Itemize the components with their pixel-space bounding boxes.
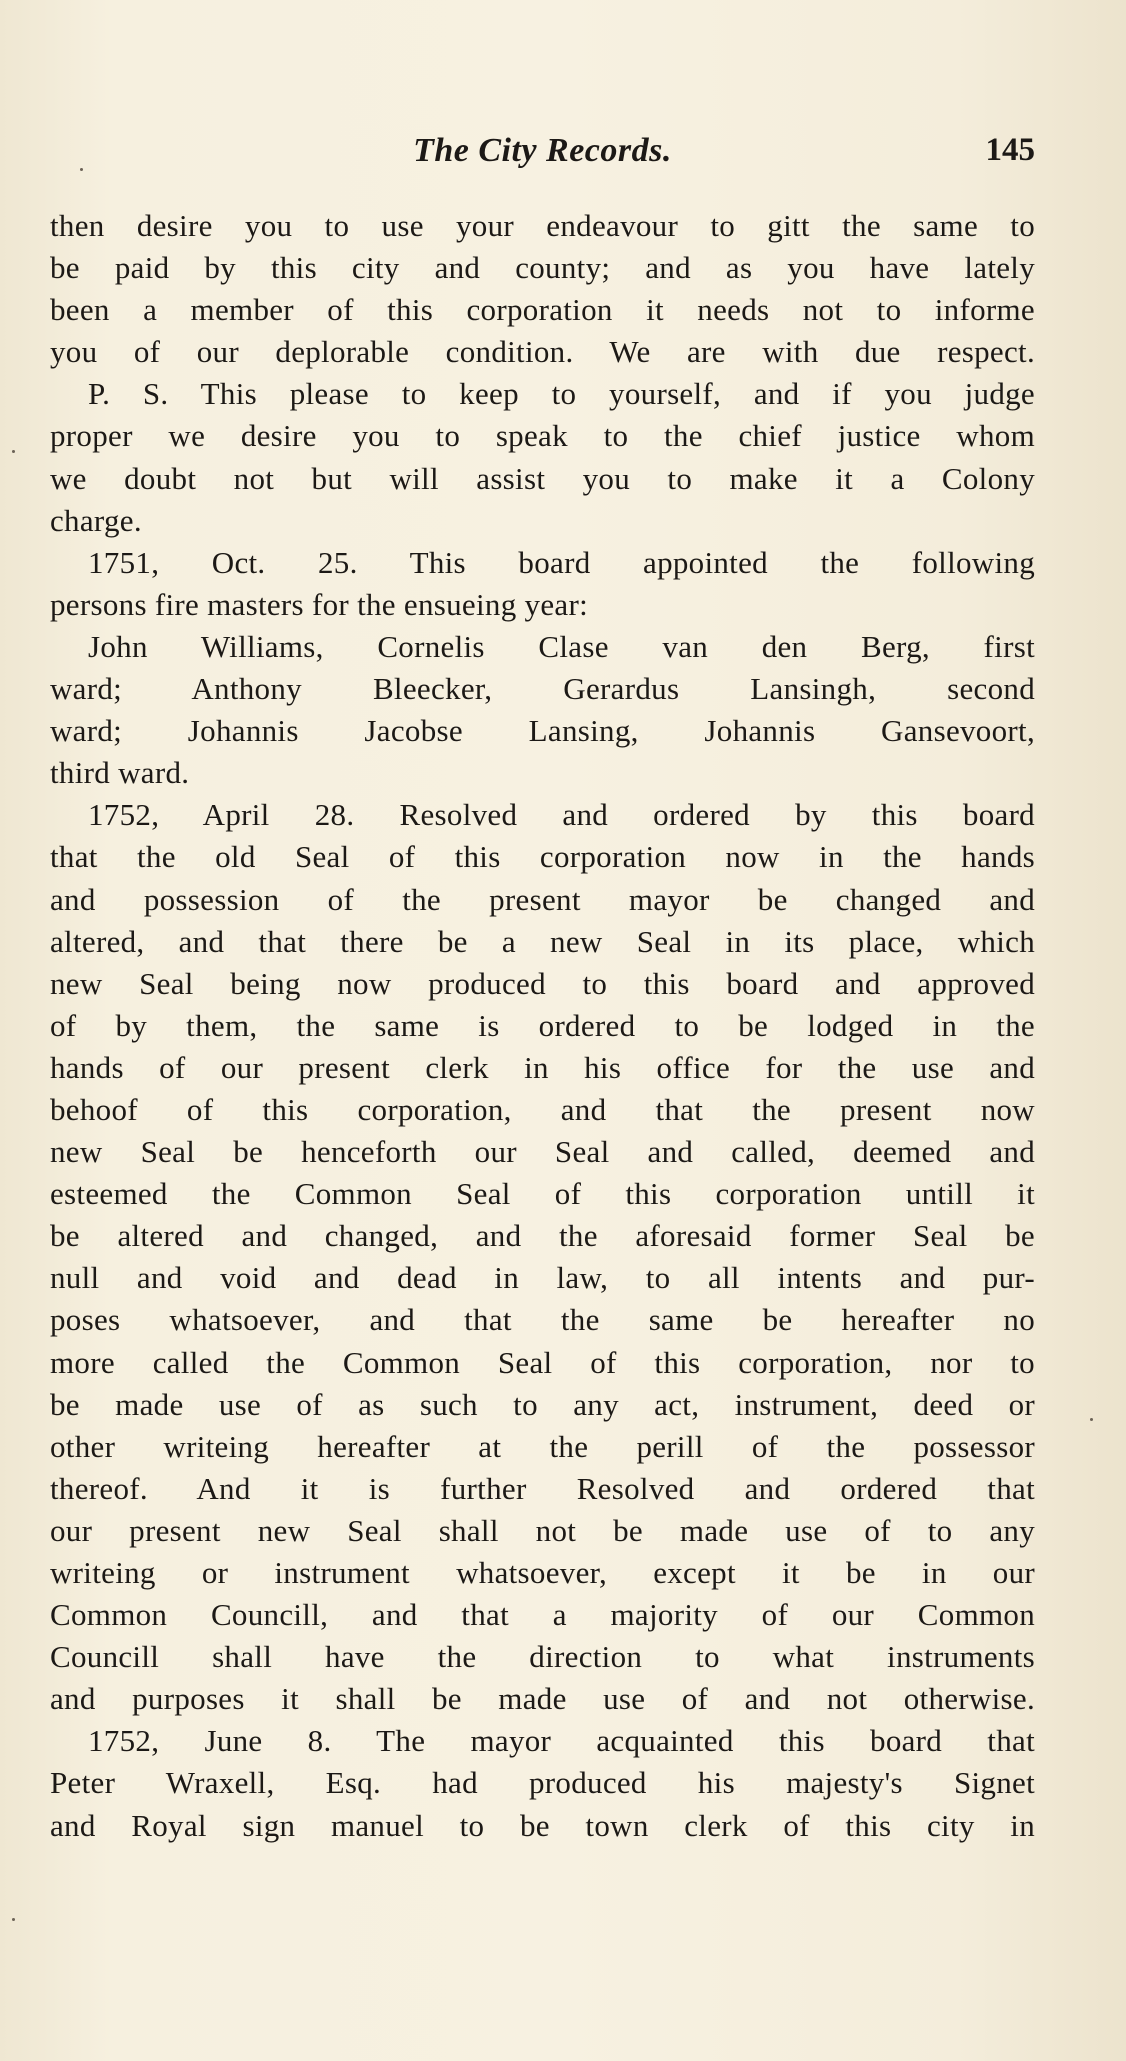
margin-speck — [12, 1918, 15, 1921]
text-line: be made use of as such to any act, instrument, deed or — [50, 1386, 1035, 1422]
running-title: The City Records. — [413, 132, 672, 169]
text-line: new Seal being now produced to this board and approved — [50, 965, 1035, 1001]
text-line: third ward. — [50, 755, 190, 791]
margin-speck — [1090, 1418, 1093, 1421]
margin-speck — [12, 450, 15, 453]
text-line: writeing or instrument whatsoever, except it be in our — [50, 1555, 1035, 1590]
text-line: proper we desire you to speak to the chief justice whom — [50, 418, 1035, 454]
text-line: been a member of this corporation it needs not to informe — [50, 292, 1035, 328]
text-line: our present new Seal shall not be made use of to any — [50, 1512, 1035, 1548]
text-line: ward; Johannis Jacobse Lansing, Johannis Gansevoort, — [50, 713, 1035, 749]
text-line: Common Councill, and that a majority of our Common — [50, 1597, 1035, 1633]
text-line: we doubt not but will assist you to make it a Colony — [50, 460, 1035, 496]
text-line: and purposes it shall be made use of and not otherwise. — [50, 1681, 1035, 1717]
text-line: of by them, the same is ordered to be lodged in the — [50, 1007, 1035, 1043]
page-number: 145 — [985, 132, 1035, 168]
text-line: thereof. And it is further Resolved and ordered that — [50, 1470, 1035, 1506]
text-line: be paid by this city and county; and as you have lately — [50, 250, 1035, 286]
text-line: P. S. This please to keep to yourself, and if you judge — [88, 376, 1035, 412]
text-line: 1752, April 28. Resolved and ordered by this board — [88, 797, 1035, 833]
text-line: you of our deplorable condition. We are with due respect. — [50, 334, 1035, 370]
text-line: 1752, June 8. The mayor acquainted this board that — [88, 1723, 1035, 1759]
text-line: esteemed the Common Seal of this corporation untill it — [50, 1176, 1035, 1212]
text-line: 1751, Oct. 25. This board appointed the following — [88, 544, 1035, 580]
text-line: other writeing hereafter at the perill of the possessor — [50, 1428, 1035, 1464]
text-line: and possession of the present mayor be changed and — [50, 881, 1035, 917]
text-line: null and void and dead in law, to all intents and pur- — [50, 1260, 1035, 1296]
body-text — [50, 205, 1035, 1847]
text-line: be altered and changed, and the aforesaid former Seal be — [50, 1218, 1035, 1254]
text-line: Peter Wraxell, Esq. had produced his majesty's Signet — [50, 1765, 1035, 1801]
text-line: new Seal be henceforth our Seal and called, deemed and — [50, 1134, 1035, 1170]
page-header — [50, 132, 1035, 182]
text-line: hands of our present clerk in his office for the use and — [50, 1049, 1035, 1085]
margin-speck — [80, 168, 83, 171]
text-line: ward; Anthony Bleecker, Gerardus Lansingh, second — [50, 671, 1035, 707]
text-line: then desire you to use your endeavour to gitt the same to — [50, 208, 1035, 243]
text-line: John Williams, Cornelis Clase van den Berg, first — [88, 628, 1035, 664]
text-line: charge. — [50, 502, 142, 538]
text-line: behoof of this corporation, and that the present now — [50, 1091, 1035, 1127]
text-line: and Royal sign manuel to be town clerk of this city in — [50, 1807, 1035, 1843]
text-line: altered, and that there be a new Seal in its place, which — [50, 923, 1035, 959]
text-line: poses whatsoever, and that the same be hereafter no — [50, 1302, 1035, 1338]
text-line: persons fire masters for the ensueing year: — [50, 586, 588, 622]
text-line: Councill shall have the direction to what instruments — [50, 1639, 1035, 1675]
text-line: more called the Common Seal of this corporation, nor to — [50, 1344, 1035, 1380]
text-line: that the old Seal of this corporation now in the hands — [50, 839, 1035, 875]
